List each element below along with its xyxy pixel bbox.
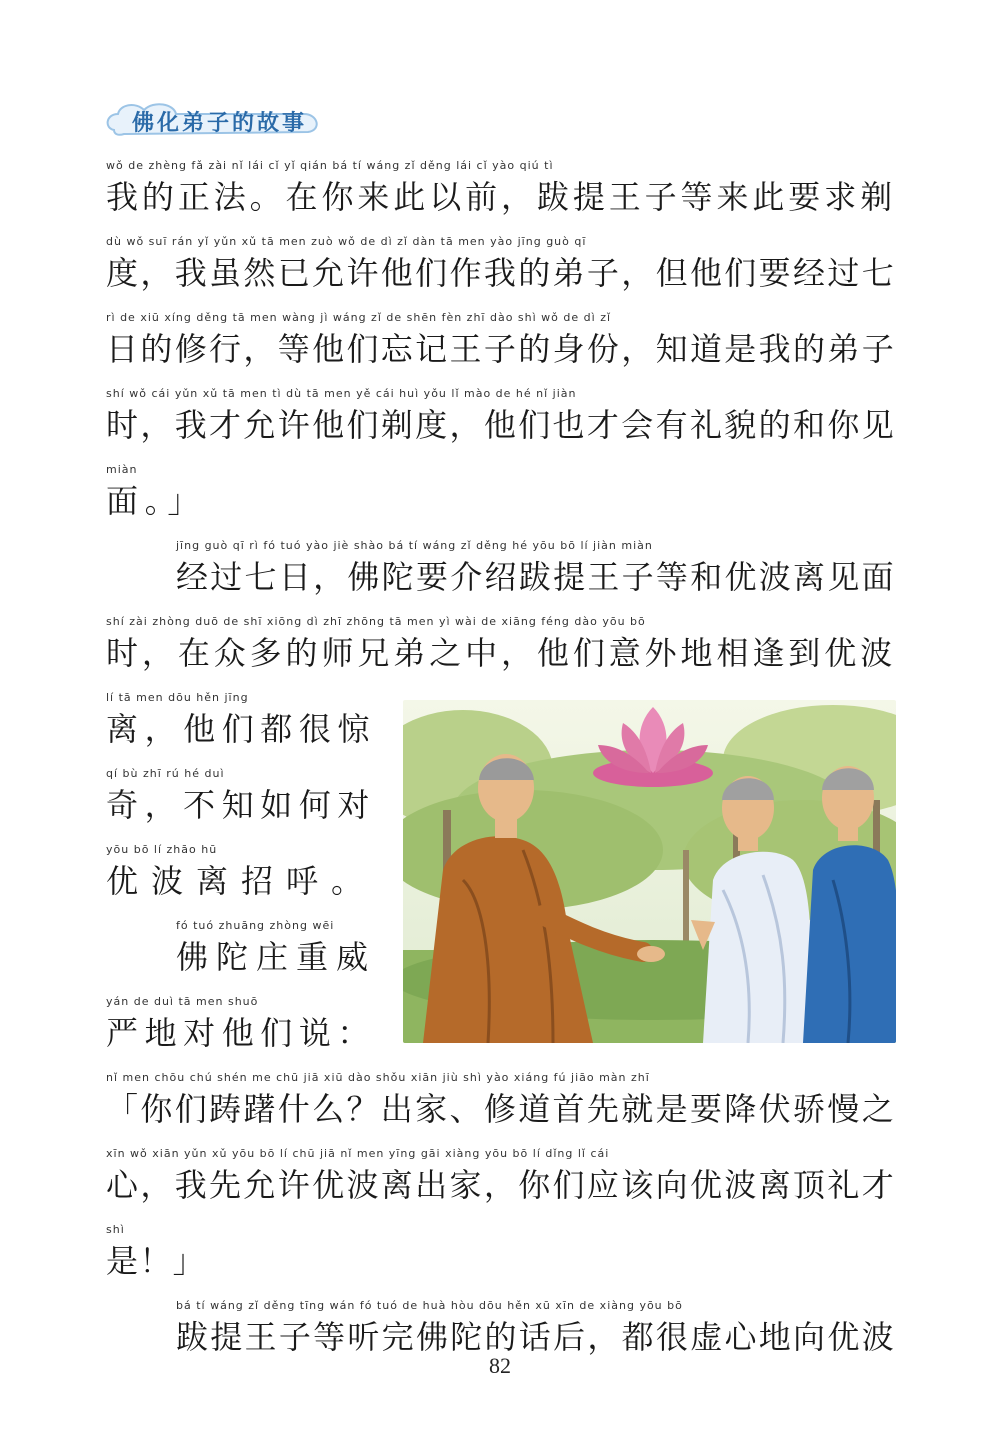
chinese-text: 日的修行，等他们忘记王子的身份，知道是我的弟子 (106, 330, 897, 368)
text-line (0, 158, 1000, 234)
text-line (0, 1222, 1000, 1298)
pinyin-annotation: bá tí wáng zǐ děng tīng wán fó tuó de huà hòu dōu hěn xū xīn de xiàng yōu bō (176, 1299, 683, 1312)
chinese-text: 佛陀庄重威 (176, 938, 377, 976)
pinyin-annotation: fó tuó zhuāng zhòng wēi (176, 919, 335, 932)
chinese-text: 优波离招呼。 (106, 862, 377, 900)
pinyin-annotation: dù wǒ suī rán yǐ yǔn xǔ tā men zuò wǒ de dì zǐ dàn tā men yào jīng guò qī (106, 235, 587, 248)
chinese-text: 是！」 (106, 1242, 206, 1280)
chinese-text: 奇，不知如何对 (106, 786, 376, 824)
text-line (0, 538, 1000, 614)
pinyin-annotation: shí zài zhòng duō de shī xiōng dì zhī zhōng tā men yì wài de xiāng féng dào yōu bō (106, 615, 646, 628)
series-title-tag (104, 100, 324, 144)
text-line (0, 1070, 1000, 1146)
pinyin-annotation: nǐ men chōu chú shén me chū jiā xiū dào shǒu xiān jiù shì yào xiáng fú jiāo màn zhī (106, 1071, 650, 1084)
text-line (0, 386, 1000, 462)
chinese-text: 面。」 (106, 482, 206, 520)
chinese-text: 严地对他们说： (106, 1014, 376, 1052)
page-number: 82 (489, 1353, 511, 1378)
chinese-text: 我的正法。在你来此以前，跋提王子等来此要求剃 (106, 178, 897, 216)
pinyin-annotation: xīn wǒ xiān yǔn xǔ yōu bō lí chū jiā nǐ men yīng gāi xiàng yōu bō lí dǐng lǐ cái (106, 1147, 610, 1160)
text-line (0, 614, 1000, 690)
pinyin-annotation: yán de duì tā men shuō (106, 995, 259, 1008)
text-line (0, 1146, 1000, 1222)
chinese-text: 时，在众多的师兄弟之中，他们意外地相逢到优波 (106, 634, 897, 672)
text-line (0, 310, 1000, 386)
pinyin-annotation: jīng guò qī rì fó tuó yào jiè shào bá tí wáng zǐ děng hé yōu bō lí jiàn miàn (176, 539, 653, 552)
pinyin-annotation: lí tā men dōu hěn jīng (106, 691, 249, 704)
pinyin-annotation: shí wǒ cái yǔn xǔ tā men tì dù tā men yě cái huì yǒu lǐ mào de hé nǐ jiàn (106, 387, 577, 400)
chinese-text: 度，我虽然已允许他们作我的弟子，但他们要经过七 (106, 254, 897, 292)
pinyin-annotation: wǒ de zhèng fǎ zài nǐ lái cǐ yǐ qián bá tí wáng zǐ děng lái cǐ yào qiú tì (106, 159, 554, 172)
series-title: 佛化弟子的故事 (132, 111, 308, 136)
pinyin-annotation: shì (106, 1223, 125, 1236)
pinyin-annotation: qí bù zhī rú hé duì (106, 767, 225, 780)
story-illustration (403, 700, 896, 1043)
pinyin-annotation: yōu bō lí zhāo hū (106, 843, 218, 856)
text-line (0, 234, 1000, 310)
chinese-text: 经过七日，佛陀要介绍跋提王子等和优波离见面 (176, 558, 896, 596)
pinyin-annotation: miàn (106, 463, 138, 476)
chinese-text: 离，他们都很惊 (106, 710, 376, 748)
text-line (0, 462, 1000, 538)
chinese-text: 时，我才允许他们剃度，他们也才会有礼貌的和你见 (106, 406, 897, 444)
monks-lotus-illustration (403, 700, 896, 1043)
pinyin-annotation: rì de xiū xíng děng tā men wàng jì wáng zǐ de shēn fèn zhī dào shì wǒ de dì zǐ (106, 311, 612, 324)
chinese-text: 跋提王子等听完佛陀的话后，都很虚心地向优波 (176, 1318, 896, 1356)
chinese-text: 「你们踌躇什么？出家、修道首先就是要降伏骄慢之 (106, 1090, 897, 1128)
chinese-text: 心，我先允许优波离出家，你们应该向优波离顶礼才 (106, 1166, 897, 1204)
